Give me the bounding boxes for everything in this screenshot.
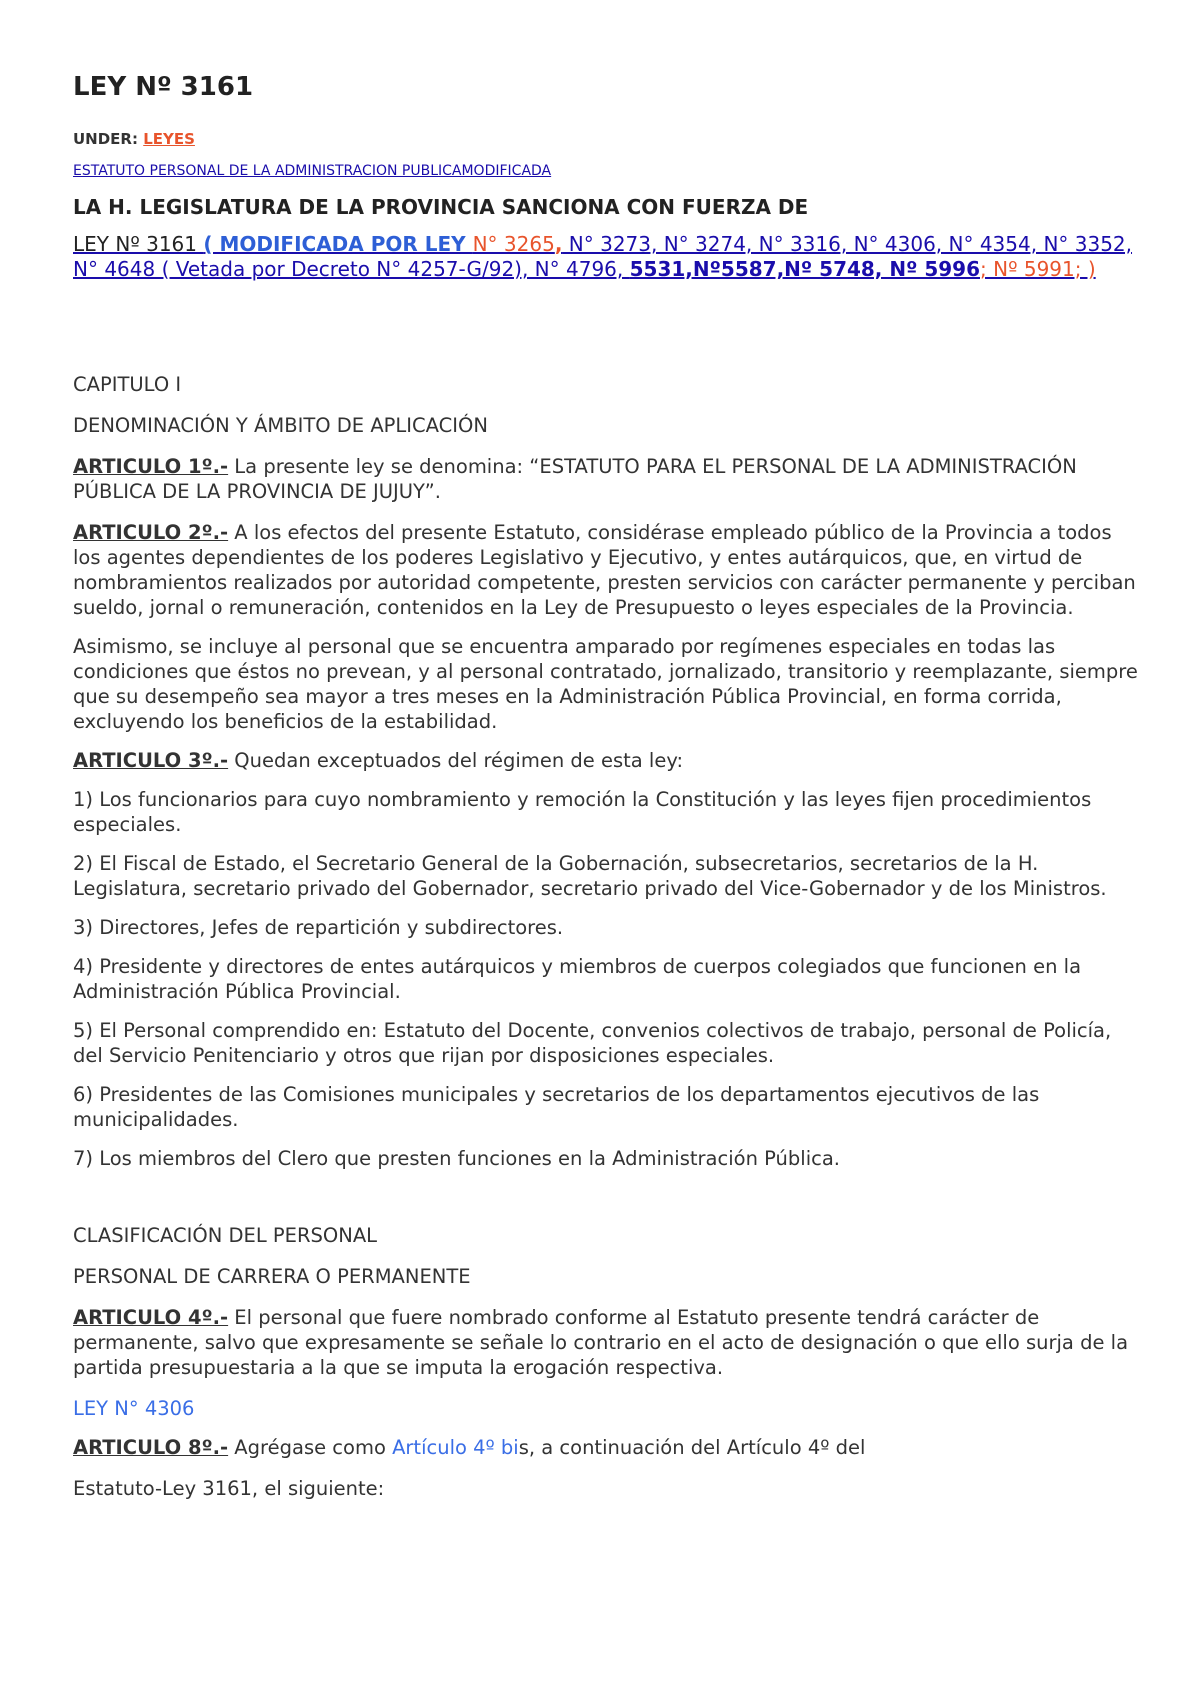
articulo-8 [73,1435,1143,1460]
articulo-4 [73,1305,1143,1380]
articulo-1-text: La presente ley se denomina: “ESTATUTO PARA EL PERSONAL DE LA ADMINISTRACIÓN PÚBLICA DE LA PROVINCIA DE JUJUY”. [73,455,1077,503]
leyes-link[interactable]: LEYES [143,130,195,148]
ley-number: LEY Nº 3161 [73,232,204,256]
articulo-2-text: A los efectos del presente Estatuto, considérase empleado público de la Provincia a todos los agentes dependientes de los poderes Legislativo y Ejecutivo, y entes autárquicos, que, en virtud de nombramientos realizados por autoridad competente, presten servicios con carácter permanente y perciban sueldo, jornal o remuneración, contenidos en la Ley de Presupuesto o leyes especiales de la Provincia. [73,521,1136,619]
denominacion-heading: DENOMINACIÓN Y ÁMBITO DE APLICACIÓN [73,414,488,437]
articulo-4-bis-link[interactable]: Artículo 4º bi [392,1436,519,1459]
articulo-4-text: El personal que fuere nombrado conforme al Estatuto presente tendrá carácter de permanente, salvo que expresamente se señale lo contrario en el acto de designación o que ello surja de la partida presupuestaria a la que se imputa la erogación respectiva. [73,1306,1129,1379]
capitulo-heading: CAPITULO I [73,373,182,396]
articulo-3-text: Quedan exceptuados del régimen de esta ley: [228,749,684,772]
modificada-line[interactable] [73,232,1143,282]
modificada-list[interactable]: N° 3273, N° 3274, N° 3316, N° 4306, N° 4354, N° 3352, N° 4648 ( Vetada por Decreto N° 4257-G/92), N° 4796, [73,232,1133,281]
list-item: 5) El Personal comprendido en: Estatuto del Docente, convenios colectivos de trabajo, personal de Policía, del Servicio Penitenciario y otros que rijan por disposiciones especiales. [73,1019,1112,1067]
legislatura-heading: LA H. LEGISLATURA DE LA PROVINCIA SANCIONA CON FUERZA DE [73,195,809,219]
ley-3265[interactable]: N° 3265 [472,232,555,256]
under-label: UNDER: [73,130,138,148]
articulo-8-label: ARTICULO 8º.- [73,1436,229,1459]
articulo-4-label: ARTICULO 4º.- [73,1306,229,1329]
articulo-3-label: ARTICULO 3º.- [73,749,229,772]
list-item: 2) El Fiscal de Estado, el Secretario General de la Gobernación, subsecretarios, secretarios de la H. Legislatura, secretario privado del Gobernador, secretario privado del Vice-Gobernador y de los Ministros. [73,852,1107,900]
articulo-8-pre: Agrégase como [228,1436,393,1459]
ley-4306-link[interactable]: LEY N° 4306 [73,1397,195,1420]
list-item: 7) Los miembros del Clero que presten funciones en la Administración Pública. [73,1147,840,1170]
articulo-1-label: ARTICULO 1º.- [73,455,229,478]
carrera-heading: PERSONAL DE CARRERA O PERMANENTE [73,1265,471,1288]
page-title: LEY Nº 3161 [73,72,254,102]
clasificacion-heading: CLASIFICACIÓN DEL PERSONAL [73,1224,378,1247]
estatuto-link[interactable]: ESTATUTO PERSONAL DE LA ADMINISTRACION PUBLICAMODIFICADA [73,163,552,179]
list-item: 1) Los funcionarios para cuyo nombramiento y remoción la Constitución y las leyes fijen procedimientos especiales. [73,788,1092,836]
ley-3265-comma: , [554,232,563,256]
estatuto-line [73,162,1143,180]
modificada-red-tail[interactable]: ; Nº 5991; ) [980,257,1096,281]
list-item: 6) Presidentes de las Comisiones municipales y secretarios de los departamentos ejecutivos de las municipalidades. [73,1083,1040,1131]
asimismo-paragraph: Asimismo, se incluye al personal que se encuentra amparado por regímenes especiales en todas las condiciones que éstos no prevean, y al personal contratado, jornalizado, transitorio y reemplazante, siempre que su desempeño sea mayor a tres meses en la Administración Pública Provincial, en forma corrida, excluyendo los beneficios de la estabilidad. [73,635,1138,733]
modificada-por-ley[interactable]: ( MODIFICADA POR LEY [203,232,473,256]
modificada-bold-list[interactable]: 5531,Nº5587,Nº 5748, Nº 5996 [629,257,981,281]
articulo-3 [73,748,1143,773]
list-item: 4) Presidente y directores de entes autárquicos y miembros de cuerpos colegiados que funcionen en la Administración Pública Provincial. [73,955,1082,1003]
document-content [73,62,1143,1501]
list-item: 3) Directores, Jefes de repartición y subdirectores. [73,916,564,939]
articulo-2 [73,520,1143,620]
articulo-8-post: s, a continuación del Artículo 4º del [518,1436,866,1459]
under-line [73,130,1143,148]
articulo-2-label: ARTICULO 2º.- [73,521,229,544]
articulo-1 [73,454,1143,504]
estatuto-ley-line: Estatuto-Ley 3161, el siguiente: [73,1477,385,1500]
